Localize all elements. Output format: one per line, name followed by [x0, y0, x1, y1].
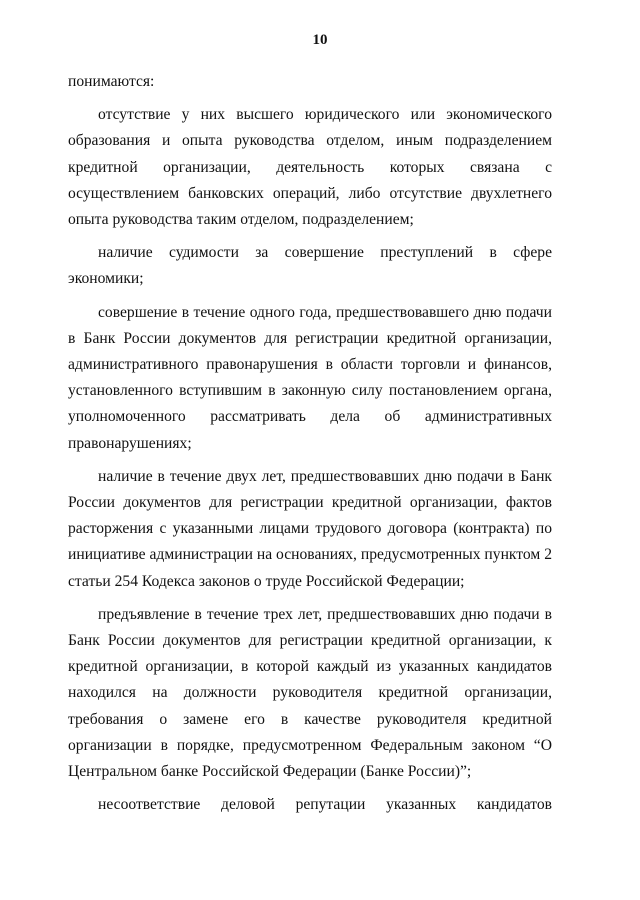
document-body	[68, 69, 552, 818]
paragraph-replacement-demand: предъявление в течение трех лет, предшествовавших дню подачи в Банк России документов для регистрации кредитной организации, к кредитной организации, в которой каждый из указанных кандидатов находился на должности руководителя кредитной организации, требования о замене его в качестве руководителя кредитной организации в порядке, предусмотренном Федеральным законом “О Центральном банке Российской Федерации (Банке России)”;	[68, 605, 552, 781]
paragraph-contract-termination: наличие в течение двух лет, предшествовавших дню подачи в Банк России документов для регистрации кредитной организации, фактов расторжения с указанными лицами трудового договора (контракта) по инициативе администрации на основаниях, предусмотренных пунктом 2 статьи 254 Кодекса законов о труде Российской Федерации;	[68, 467, 552, 590]
paragraph-business-reputation: несоответствие деловой репутации указанных кандидатов	[98, 796, 552, 814]
paragraph-continuation: понимаются:	[68, 73, 155, 90]
paragraph-criminal-record: наличие судимости за совершение преступлений в сфере экономики;	[68, 244, 552, 288]
paragraph-education-experience: отсутствие у них высшего юридического или экономического образования и опыта руководства отделом, иным подразделением кредитной организации, деятельность которых связана с осуществлением банковских операций, либо отсутствие двухлетнего опыта руководства таким отделом, подразделением;	[68, 106, 552, 229]
paragraph-administrative-offense: совершение в течение одного года, предшествовавшего дню подачи в Банк России документов для регистрации кредитной организации, административного правонарушения в области торговли и финансов, установленного вступившим в законную силу постановлением органа, уполномоченного рассматривать дела об административных правонарушениях;	[68, 303, 552, 452]
page-number: 10	[312, 32, 328, 48]
